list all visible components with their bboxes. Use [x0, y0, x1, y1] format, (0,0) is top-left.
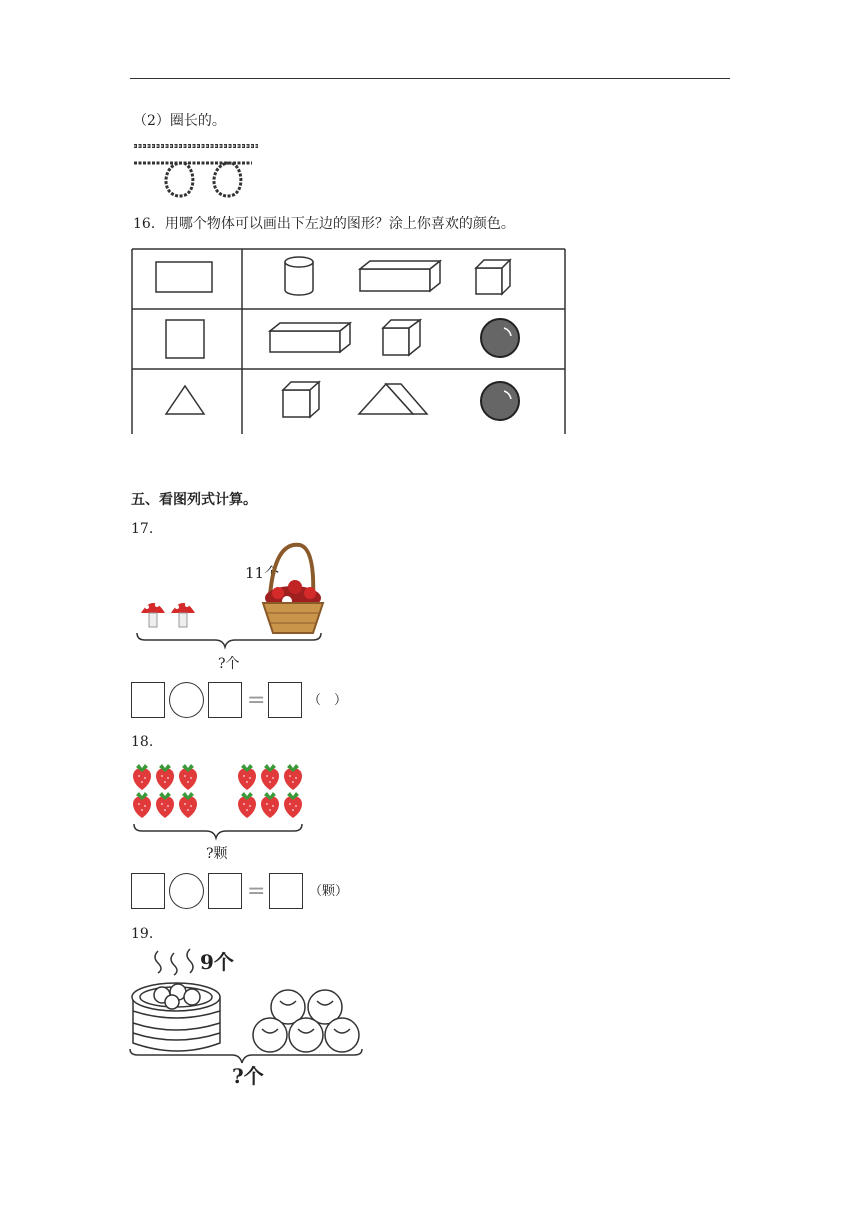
strawberry-icon [261, 792, 279, 818]
q17-unit: （ ） [308, 693, 348, 708]
q15-part2-label: （2）圈长的。 [133, 113, 226, 129]
q17-equals-sign: = [247, 688, 266, 713]
brace-icon [134, 824, 302, 838]
long-cuboid-icon [360, 261, 440, 291]
q19-number: 19. [131, 926, 154, 942]
section5-title: 五、看图列式计算。 [131, 492, 257, 508]
q17-operator-circle[interactable] [169, 682, 204, 718]
ball-icon [481, 382, 519, 420]
q19-steamer-count: 9个 [200, 950, 234, 974]
cube-icon [383, 320, 420, 355]
triangle-icon [166, 386, 204, 414]
q19-illustration [128, 975, 368, 1067]
q18-result-box[interactable] [269, 873, 303, 909]
q17-basket-count: 11个 [245, 564, 280, 582]
q18-unit: （颗） [309, 884, 349, 899]
q18-strawberries [130, 762, 310, 842]
strawberry-icon [179, 764, 197, 790]
looped-rope-icon [134, 163, 252, 196]
q17-illustration [135, 543, 325, 653]
strawberry-group-left [133, 764, 197, 818]
mushroom-icon [141, 603, 165, 627]
q18-equals-sign: = [247, 879, 266, 904]
q17-result-box[interactable] [268, 682, 302, 718]
mushroom-icon [171, 603, 195, 627]
strawberry-group-right [238, 764, 302, 818]
square-icon [166, 320, 204, 358]
q18-answer-box-2[interactable] [208, 873, 242, 909]
strawberry-icon [284, 764, 302, 790]
q18-answer-box-1[interactable] [131, 873, 165, 909]
brace-icon [137, 633, 321, 647]
q17-number: 17. [131, 521, 154, 537]
strawberry-icon [238, 792, 256, 818]
ball-icon [481, 319, 519, 357]
cube-icon [476, 260, 510, 294]
strawberry-icon [133, 764, 151, 790]
q18-number: 18. [131, 734, 154, 750]
long-cuboid-icon [270, 323, 350, 352]
ropes-illustration [132, 138, 262, 200]
strawberry-icon [238, 764, 256, 790]
rectangle-icon [156, 262, 212, 292]
cube-icon [283, 382, 319, 417]
q18-operator-circle[interactable] [169, 873, 204, 909]
strawberry-icon [156, 764, 174, 790]
cylinder-icon [285, 257, 313, 295]
q17-answer-box-2[interactable] [208, 682, 242, 718]
q17-answer-box-1[interactable] [131, 682, 165, 718]
q18-total-label: ?颗 [206, 846, 228, 862]
strawberry-icon [133, 792, 151, 818]
q16-label: 16．用哪个物体可以画出下左边的图形？涂上你喜欢的颜色。 [133, 216, 515, 232]
triangular-prism-icon [359, 384, 427, 414]
q19-total-label: ?个 [232, 1064, 264, 1088]
strawberry-icon [261, 764, 279, 790]
steamer-basket-icon [132, 983, 220, 1051]
steam-icon [150, 947, 205, 977]
strawberry-icon [284, 792, 302, 818]
mushroom-basket-icon [263, 545, 323, 633]
header-rule [130, 78, 730, 79]
shapes-table [131, 248, 567, 434]
q17-total-label: ?个 [218, 656, 240, 672]
buns-pile-icon [253, 990, 359, 1052]
strawberry-icon [156, 792, 174, 818]
strawberry-icon [179, 792, 197, 818]
